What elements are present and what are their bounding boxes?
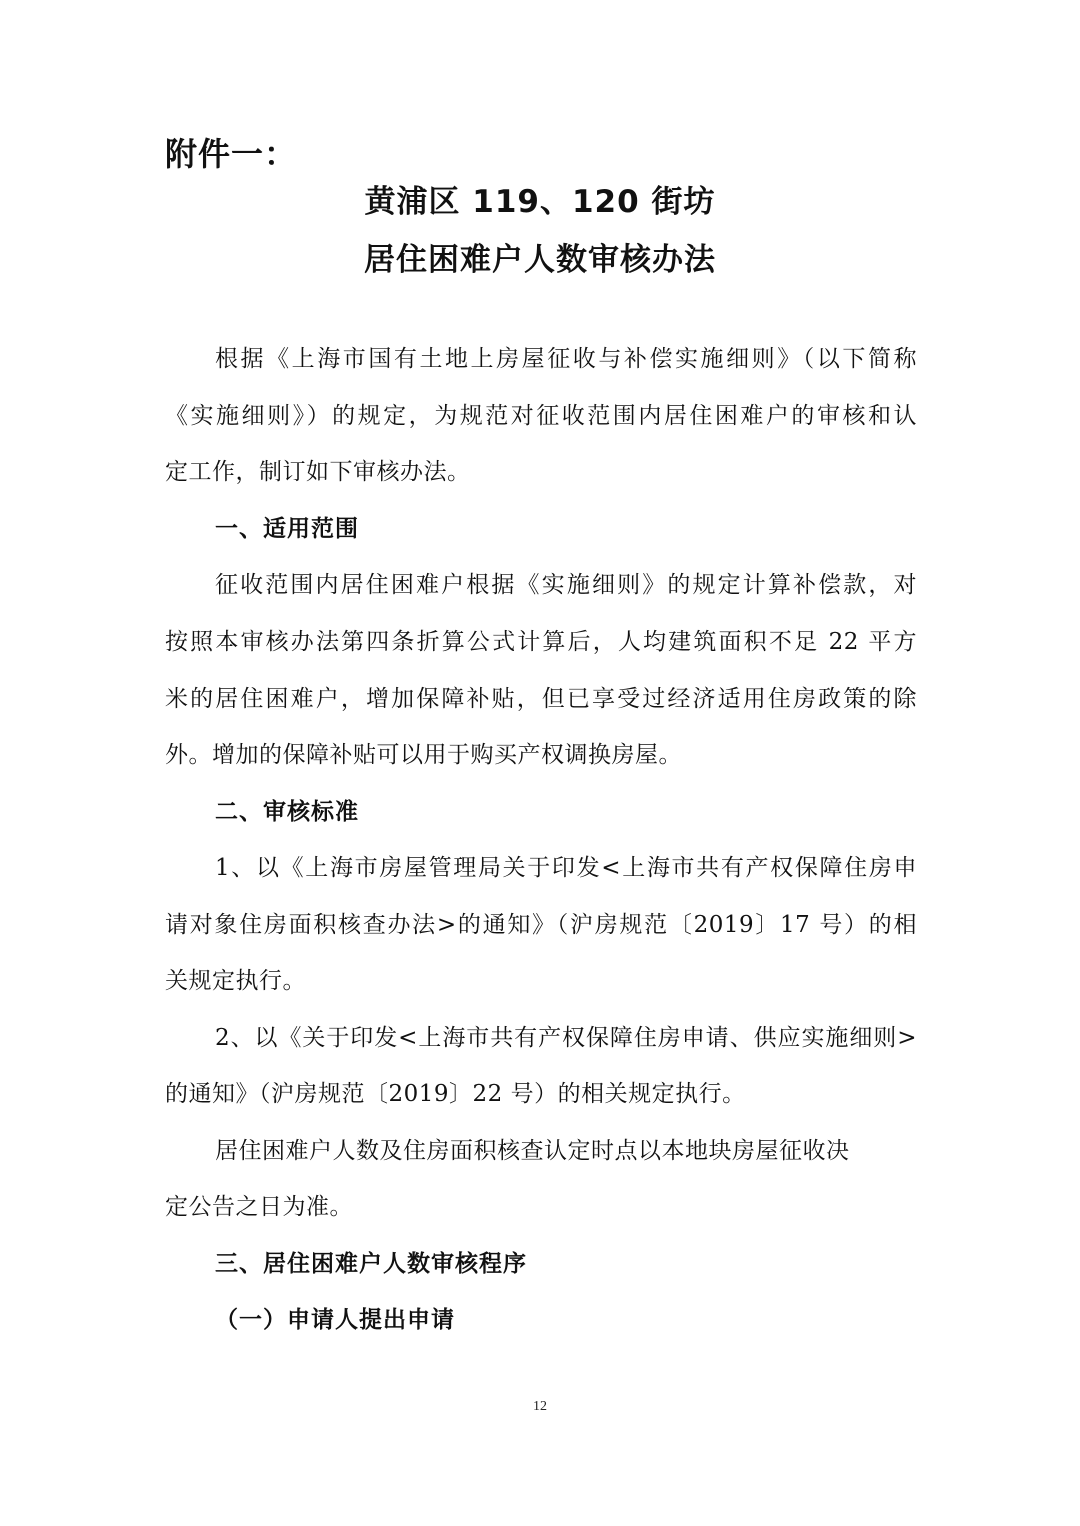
intro-line-1: 根据《上海市国有土地上房屋征收与补偿实施细则》（以下简称 bbox=[215, 346, 917, 372]
section-1-heading: 一、适用范围 bbox=[215, 516, 359, 542]
section-2-item-1-line-3: 关规定执行。 bbox=[165, 968, 306, 994]
section-2-item-2-line-1: 2、以《关于印发<上海市共有产权保障住房申请、供应实施细则> bbox=[215, 1025, 917, 1051]
section-2-item-2-line-2: 的通知》（沪房规范〔2019〕22 号）的相关规定执行。 bbox=[165, 1081, 746, 1107]
section-2-note-line-2: 定公告之日为准。 bbox=[165, 1194, 353, 1220]
section-2-heading: 二、审核标准 bbox=[215, 799, 359, 825]
section-3-subheading-1: （一）申请人提出申请 bbox=[215, 1307, 455, 1333]
section-2-item-1-line-2: 请对象住房面积核查办法>的通知》（沪房规范〔2019〕17 号）的相 bbox=[165, 912, 917, 938]
attachment-label: 附件一： bbox=[165, 135, 298, 173]
page-number: 12 bbox=[533, 1399, 547, 1414]
section-1-line-1: 征收范围内居住困难户根据《实施细则》的规定计算补偿款，对 bbox=[215, 572, 917, 598]
document-title-line-1: 黄浦区 119、120 街坊 bbox=[364, 184, 716, 220]
document-title-line-2: 居住困难户人数审核办法 bbox=[364, 242, 716, 278]
section-1-line-2: 按照本审核办法第四条折算公式计算后，人均建筑面积不足 22 平方 bbox=[165, 629, 917, 655]
section-1-line-3: 米的居住困难户，增加保障补贴，但已享受过经济适用住房政策的除 bbox=[165, 686, 917, 712]
intro-line-3: 定工作，制订如下审核办法。 bbox=[165, 459, 471, 485]
section-2-note-line-1: 居住困难户人数及住房面积核查认定时点以本地块房屋征收决 bbox=[215, 1138, 850, 1164]
section-3-heading: 三、居住困难户人数审核程序 bbox=[215, 1251, 527, 1277]
intro-line-2: 《实施细则》）的规定，为规范对征收范围内居住困难户的审核和认 bbox=[165, 403, 917, 429]
section-2-item-1-line-1: 1、以《上海市房屋管理局关于印发<上海市共有产权保障住房申 bbox=[215, 855, 917, 881]
section-1-line-4: 外。增加的保障补贴可以用于购买产权调换房屋。 bbox=[165, 742, 682, 768]
